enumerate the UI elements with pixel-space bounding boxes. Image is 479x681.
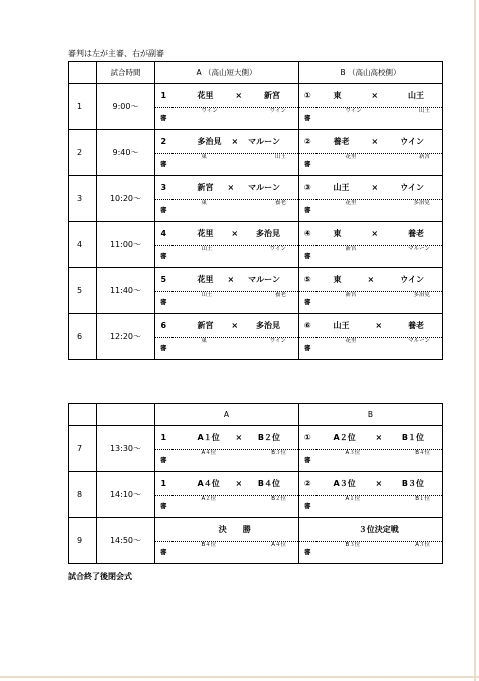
- main-referee: 山王: [201, 291, 213, 298]
- vs-mark: ×: [371, 182, 379, 192]
- court-a-index: 1: [155, 426, 172, 450]
- referee-mark: 審: [155, 450, 172, 472]
- main-referee: A２位: [201, 495, 217, 502]
- referee-mark: 審: [155, 200, 172, 222]
- table-header-row: [69, 62, 443, 84]
- referee-note: 審判は左が主審、右が副審: [68, 49, 164, 58]
- final-label: 決 勝: [172, 518, 299, 542]
- match-number: 2: [69, 130, 97, 176]
- team-1-name: 養老: [333, 136, 350, 146]
- team-2-name: 多治見: [255, 320, 280, 330]
- match-number: 3: [69, 176, 97, 222]
- court-b-index: ②: [299, 472, 316, 496]
- team-1-name: 新宮: [197, 320, 214, 330]
- main-referee: A１位: [345, 495, 361, 502]
- main-referee: 花里: [345, 199, 357, 206]
- vs-mark: ×: [235, 90, 243, 100]
- vs-mark: ×: [375, 432, 383, 442]
- team-1-name: 東: [333, 90, 342, 100]
- match-time: 11:00〜: [97, 222, 155, 268]
- sub-referee: 山王: [418, 107, 430, 114]
- match-row: [69, 130, 443, 154]
- referee-mark: 審: [155, 338, 172, 360]
- team-1-name: 多治見: [197, 136, 222, 146]
- court-a-index: 4: [155, 222, 172, 246]
- team-2-name: B４位: [257, 478, 280, 488]
- header-blank: [69, 404, 97, 426]
- header-blank: [97, 404, 155, 426]
- sub-referee: 多治見: [413, 291, 430, 298]
- team-1-name: 山王: [333, 182, 350, 192]
- team-2-name: B１位: [401, 432, 424, 442]
- vs-mark: ×: [375, 320, 383, 330]
- court-a-index: 2: [155, 130, 172, 154]
- table-header-row: [69, 404, 443, 426]
- referee-mark: 審: [155, 542, 172, 564]
- team-2-name: 多治見: [255, 228, 280, 238]
- page-edge-bottom: [0, 676, 479, 678]
- team-1-name: A１位: [197, 432, 220, 442]
- court-b-index: ④: [299, 222, 316, 246]
- team-1-name: 東: [333, 274, 342, 284]
- court-b-index: ①: [299, 426, 316, 450]
- team-2-name: B３位: [401, 478, 424, 488]
- team-2-name: 養老: [407, 228, 424, 238]
- team-2-name: ウイン: [400, 274, 424, 284]
- match-row: [69, 268, 443, 292]
- match-row: [69, 176, 443, 200]
- vs-mark: ×: [235, 432, 243, 442]
- court-a-index: 1: [155, 472, 172, 496]
- match-number: 1: [69, 84, 97, 130]
- match-time: 11:40〜: [97, 268, 155, 314]
- main-referee: A３位: [345, 449, 361, 456]
- referee-mark: 審: [299, 450, 316, 472]
- referee-mark: 審: [299, 108, 316, 130]
- referee-mark: 審: [299, 154, 316, 176]
- sub-referee: B２位: [271, 495, 286, 502]
- main-referee: 山王: [201, 245, 213, 252]
- main-referee: B３位: [345, 541, 361, 548]
- vs-mark: ×: [371, 228, 379, 238]
- referee-mark: 審: [155, 292, 172, 314]
- team-1-name: 新宮: [197, 182, 214, 192]
- main-referee: 東: [201, 337, 208, 344]
- header-court-a: A （高山短大側）: [155, 62, 299, 84]
- referee-mark: 審: [299, 496, 316, 518]
- match-time: 14:10〜: [97, 472, 155, 518]
- final-round-schedule-table: [68, 403, 443, 564]
- court-a-index: 6: [155, 314, 172, 338]
- main-referee: ウイン: [345, 107, 362, 114]
- main-referee: 新宮: [345, 291, 357, 298]
- vs-mark: ×: [227, 182, 235, 192]
- header-court-a: A: [155, 404, 299, 426]
- match-row: [69, 518, 443, 542]
- match-number: 4: [69, 222, 97, 268]
- court-b-index: ⑤: [299, 268, 316, 292]
- court-b-index: ①: [299, 84, 316, 108]
- sub-referee: 多治見: [413, 199, 430, 206]
- main-referee: A４位: [201, 449, 217, 456]
- court-b-index: ②: [299, 130, 316, 154]
- court-a-index: [155, 518, 172, 542]
- team-2-name: B２位: [257, 432, 280, 442]
- sub-referee: 養老: [274, 199, 286, 206]
- court-a-index: 1: [155, 84, 172, 108]
- sub-referee: マルーン: [408, 245, 430, 252]
- match-time: 10:20〜: [97, 176, 155, 222]
- sub-referee: ウイン: [269, 337, 286, 344]
- court-b-index: ③: [299, 176, 316, 200]
- match-time: 9:00〜: [97, 84, 155, 130]
- main-referee: B４位: [201, 541, 217, 548]
- team-2-name: マルーン: [248, 136, 280, 146]
- team-2-name: マルーン: [248, 182, 280, 192]
- page-edge-right: [474, 0, 476, 681]
- referee-mark: 審: [155, 154, 172, 176]
- team-1-name: 山王: [333, 320, 350, 330]
- sub-referee: B３位: [271, 449, 286, 456]
- vs-mark: ×: [367, 274, 375, 284]
- team-2-name: マルーン: [248, 274, 280, 284]
- team-1-name: A３位: [333, 478, 356, 488]
- closing-ceremony-note: 試合終了後閉会式: [68, 572, 132, 581]
- team-2-name: 新宮: [263, 90, 280, 100]
- vs-mark: ×: [231, 136, 239, 146]
- match-time: 13:30〜: [97, 426, 155, 472]
- match-time: 14:50〜: [97, 518, 155, 564]
- main-referee: 東: [201, 199, 208, 206]
- vs-mark: ×: [227, 274, 235, 284]
- match-row: [69, 472, 443, 496]
- sub-referee: B４位: [415, 449, 430, 456]
- court-a-index: 3: [155, 176, 172, 200]
- team-1-name: A４位: [197, 478, 220, 488]
- vs-mark: ×: [231, 320, 239, 330]
- team-1-name: A２位: [333, 432, 356, 442]
- sub-referee: 養老: [274, 291, 286, 298]
- header-court-b: B （高山高校側）: [299, 62, 443, 84]
- header-court-b: B: [299, 404, 443, 426]
- vs-mark: ×: [371, 90, 379, 100]
- match-number: 8: [69, 472, 97, 518]
- match-time: 12:20〜: [97, 314, 155, 360]
- match-number: 7: [69, 426, 97, 472]
- round-robin-schedule-table: [68, 61, 443, 360]
- team-1-name: 花里: [197, 90, 214, 100]
- vs-mark: ×: [231, 228, 239, 238]
- sub-referee: 新宮: [418, 153, 430, 160]
- court-b-index: [299, 518, 316, 542]
- team-2-name: ウイン: [400, 182, 424, 192]
- referee-mark: 審: [299, 542, 316, 564]
- sub-referee: ウイン: [269, 245, 286, 252]
- team-2-name: ウイン: [400, 136, 424, 146]
- referee-mark: 審: [299, 200, 316, 222]
- match-row: [69, 84, 443, 108]
- match-row: [69, 426, 443, 450]
- team-1-name: 花里: [197, 274, 214, 284]
- sub-referee: A４位: [271, 541, 286, 548]
- sub-referee: A３位: [415, 541, 430, 548]
- vs-mark: ×: [235, 478, 243, 488]
- match-time: 9:40〜: [97, 130, 155, 176]
- team-2-name: 山王: [407, 90, 424, 100]
- referee-mark: 審: [299, 246, 316, 268]
- sub-referee: ウイン: [269, 107, 286, 114]
- referee-mark: 審: [155, 246, 172, 268]
- referee-mark: 審: [155, 108, 172, 130]
- sub-referee: マルーン: [408, 337, 430, 344]
- match-number: 6: [69, 314, 97, 360]
- sub-referee: B１位: [415, 495, 430, 502]
- court-a-index: 5: [155, 268, 172, 292]
- header-match-time: 試合時間: [97, 62, 155, 84]
- vs-mark: ×: [375, 478, 383, 488]
- team-1-name: 花里: [197, 228, 214, 238]
- main-referee: 花里: [345, 337, 357, 344]
- referee-mark: 審: [299, 292, 316, 314]
- header-blank: [69, 62, 97, 84]
- team-2-name: 養老: [407, 320, 424, 330]
- sub-referee: 山王: [274, 153, 286, 160]
- main-referee: 新宮: [345, 245, 357, 252]
- main-referee: ウイン: [201, 107, 218, 114]
- match-row: [69, 314, 443, 338]
- match-row: [69, 222, 443, 246]
- team-1-name: 東: [333, 228, 342, 238]
- referee-mark: 審: [155, 496, 172, 518]
- vs-mark: ×: [371, 136, 379, 146]
- main-referee: 花里: [345, 153, 357, 160]
- match-number: 5: [69, 268, 97, 314]
- main-referee: 東: [201, 153, 208, 160]
- third-place-label: ３位決定戦: [316, 518, 443, 542]
- match-number: 9: [69, 518, 97, 564]
- referee-mark: 審: [299, 338, 316, 360]
- court-b-index: ⑥: [299, 314, 316, 338]
